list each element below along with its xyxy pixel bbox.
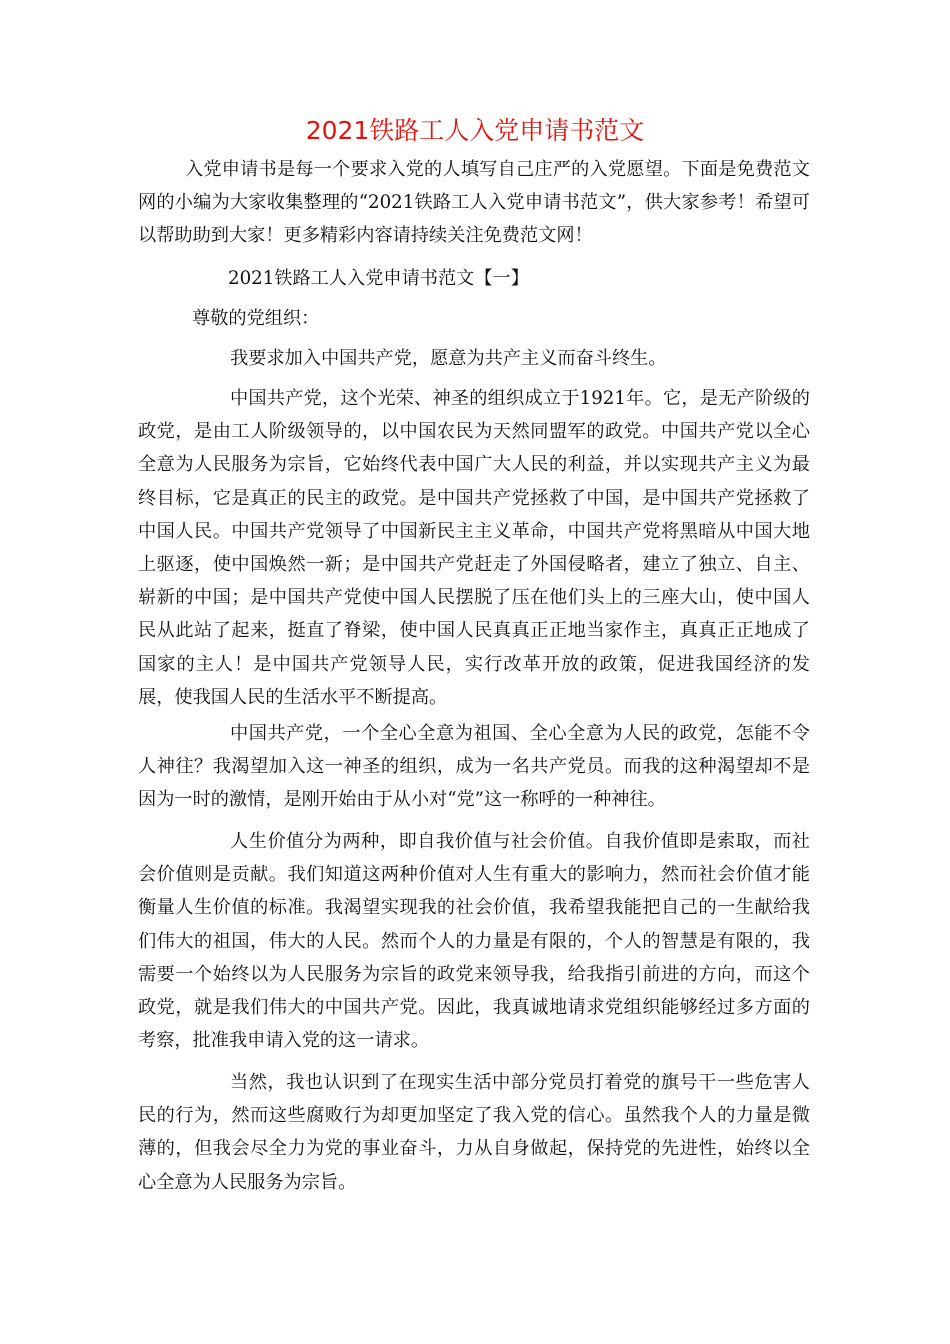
intro-paragraph: 入党申请书是每一个要求入党的人填写自己庄严的入党愿望。下面是免费范文网的小编为大家收集整理的“2021铁路工人入党申请书范文”，供大家参考！希望可以帮助助到大家！更多精彩内容请持续关注免费范文网！ [138, 159, 810, 247]
document-title: 2021铁路工人入党申请书范文 [305, 116, 645, 145]
section-subheading: 2021铁路工人入党申请书范文【一】 [228, 268, 529, 289]
body-paragraph: 中国共产党，这个光荣、神圣的组织成立于1921年。它，是无产阶级的政党，是由工人阶级领导的，以中国农民为天然同盟军的政党。中国共产党以全心全意为人民服务为宗旨，它始终代表中国广大人民的利益，并以实现共产主义为最终目标，它是真正的民主的政党。是中国共产党拯救了中国，是中国共产党拯救了中国人民。中国共产党领导了中国新民主主义革命，中国共产党将黑暗从中国大地上驱逐，使中国焕然一新；是中国共产党赶走了外国侵略者，建立了独立、自主、崭新的中国；是中国共产党使中国人民摆脱了压在他们头上的三座大山，使中国人民从此站了起来，挺直了脊梁，使中国人民真真正正地当家作主，真真正正地成了国家的主人！是中国共产党领导人民，实行改革开放的政策，促进我国经济的发展，使我国人民的生活水平不断提高。 [138, 388, 810, 708]
body-paragraph: 人生价值分为两种，即自我价值与社会价值。自我价值即是索取，而社会价值则是贡献。我们知道这两种价值对人生有重大的影响力，然而社会价值才能衡量人生价值的标准。我渴望实现我的社会价值，我希望我能把自己的一生献给我们伟大的祖国，伟大的人民。然而个人的力量是有限的，个人的智慧是有限的，我需要一个始终以为人民服务为宗旨的政党来领导我，给我指引前进的方向，而这个政党，就是我们伟大的中国共产党。因此，我真诚地请求党组织能够经过多方面的考察，批准我申请入党的这一请求。 [138, 831, 810, 1052]
body-paragraph: 中国共产党，一个全心全意为祖国、全心全意为人民的政党，怎能不令人神往？我渴望加入这一神圣的组织，成为一名共产党员。而我的这种渴望却不是因为一时的激情，是刚开始由于从小对“党”这一称呼的一种神往。 [138, 723, 810, 811]
body-paragraph: 当然，我也认识到了在现实生活中部分党员打着党的旗号干一些危害人民的行为，然而这些腐败行为却更加坚定了我入党的信心。虽然我个人的力量是微薄的，但我会尽全力为党的事业奋斗，力从自身做起，保持党的先进性，始终以全心全意为人民服务为宗旨。 [138, 1072, 810, 1193]
salutation: 尊敬的党组织： [192, 308, 320, 329]
body-paragraph: 我要求加入中国共产党，愿意为共产主义而奋斗终生。 [230, 348, 667, 369]
